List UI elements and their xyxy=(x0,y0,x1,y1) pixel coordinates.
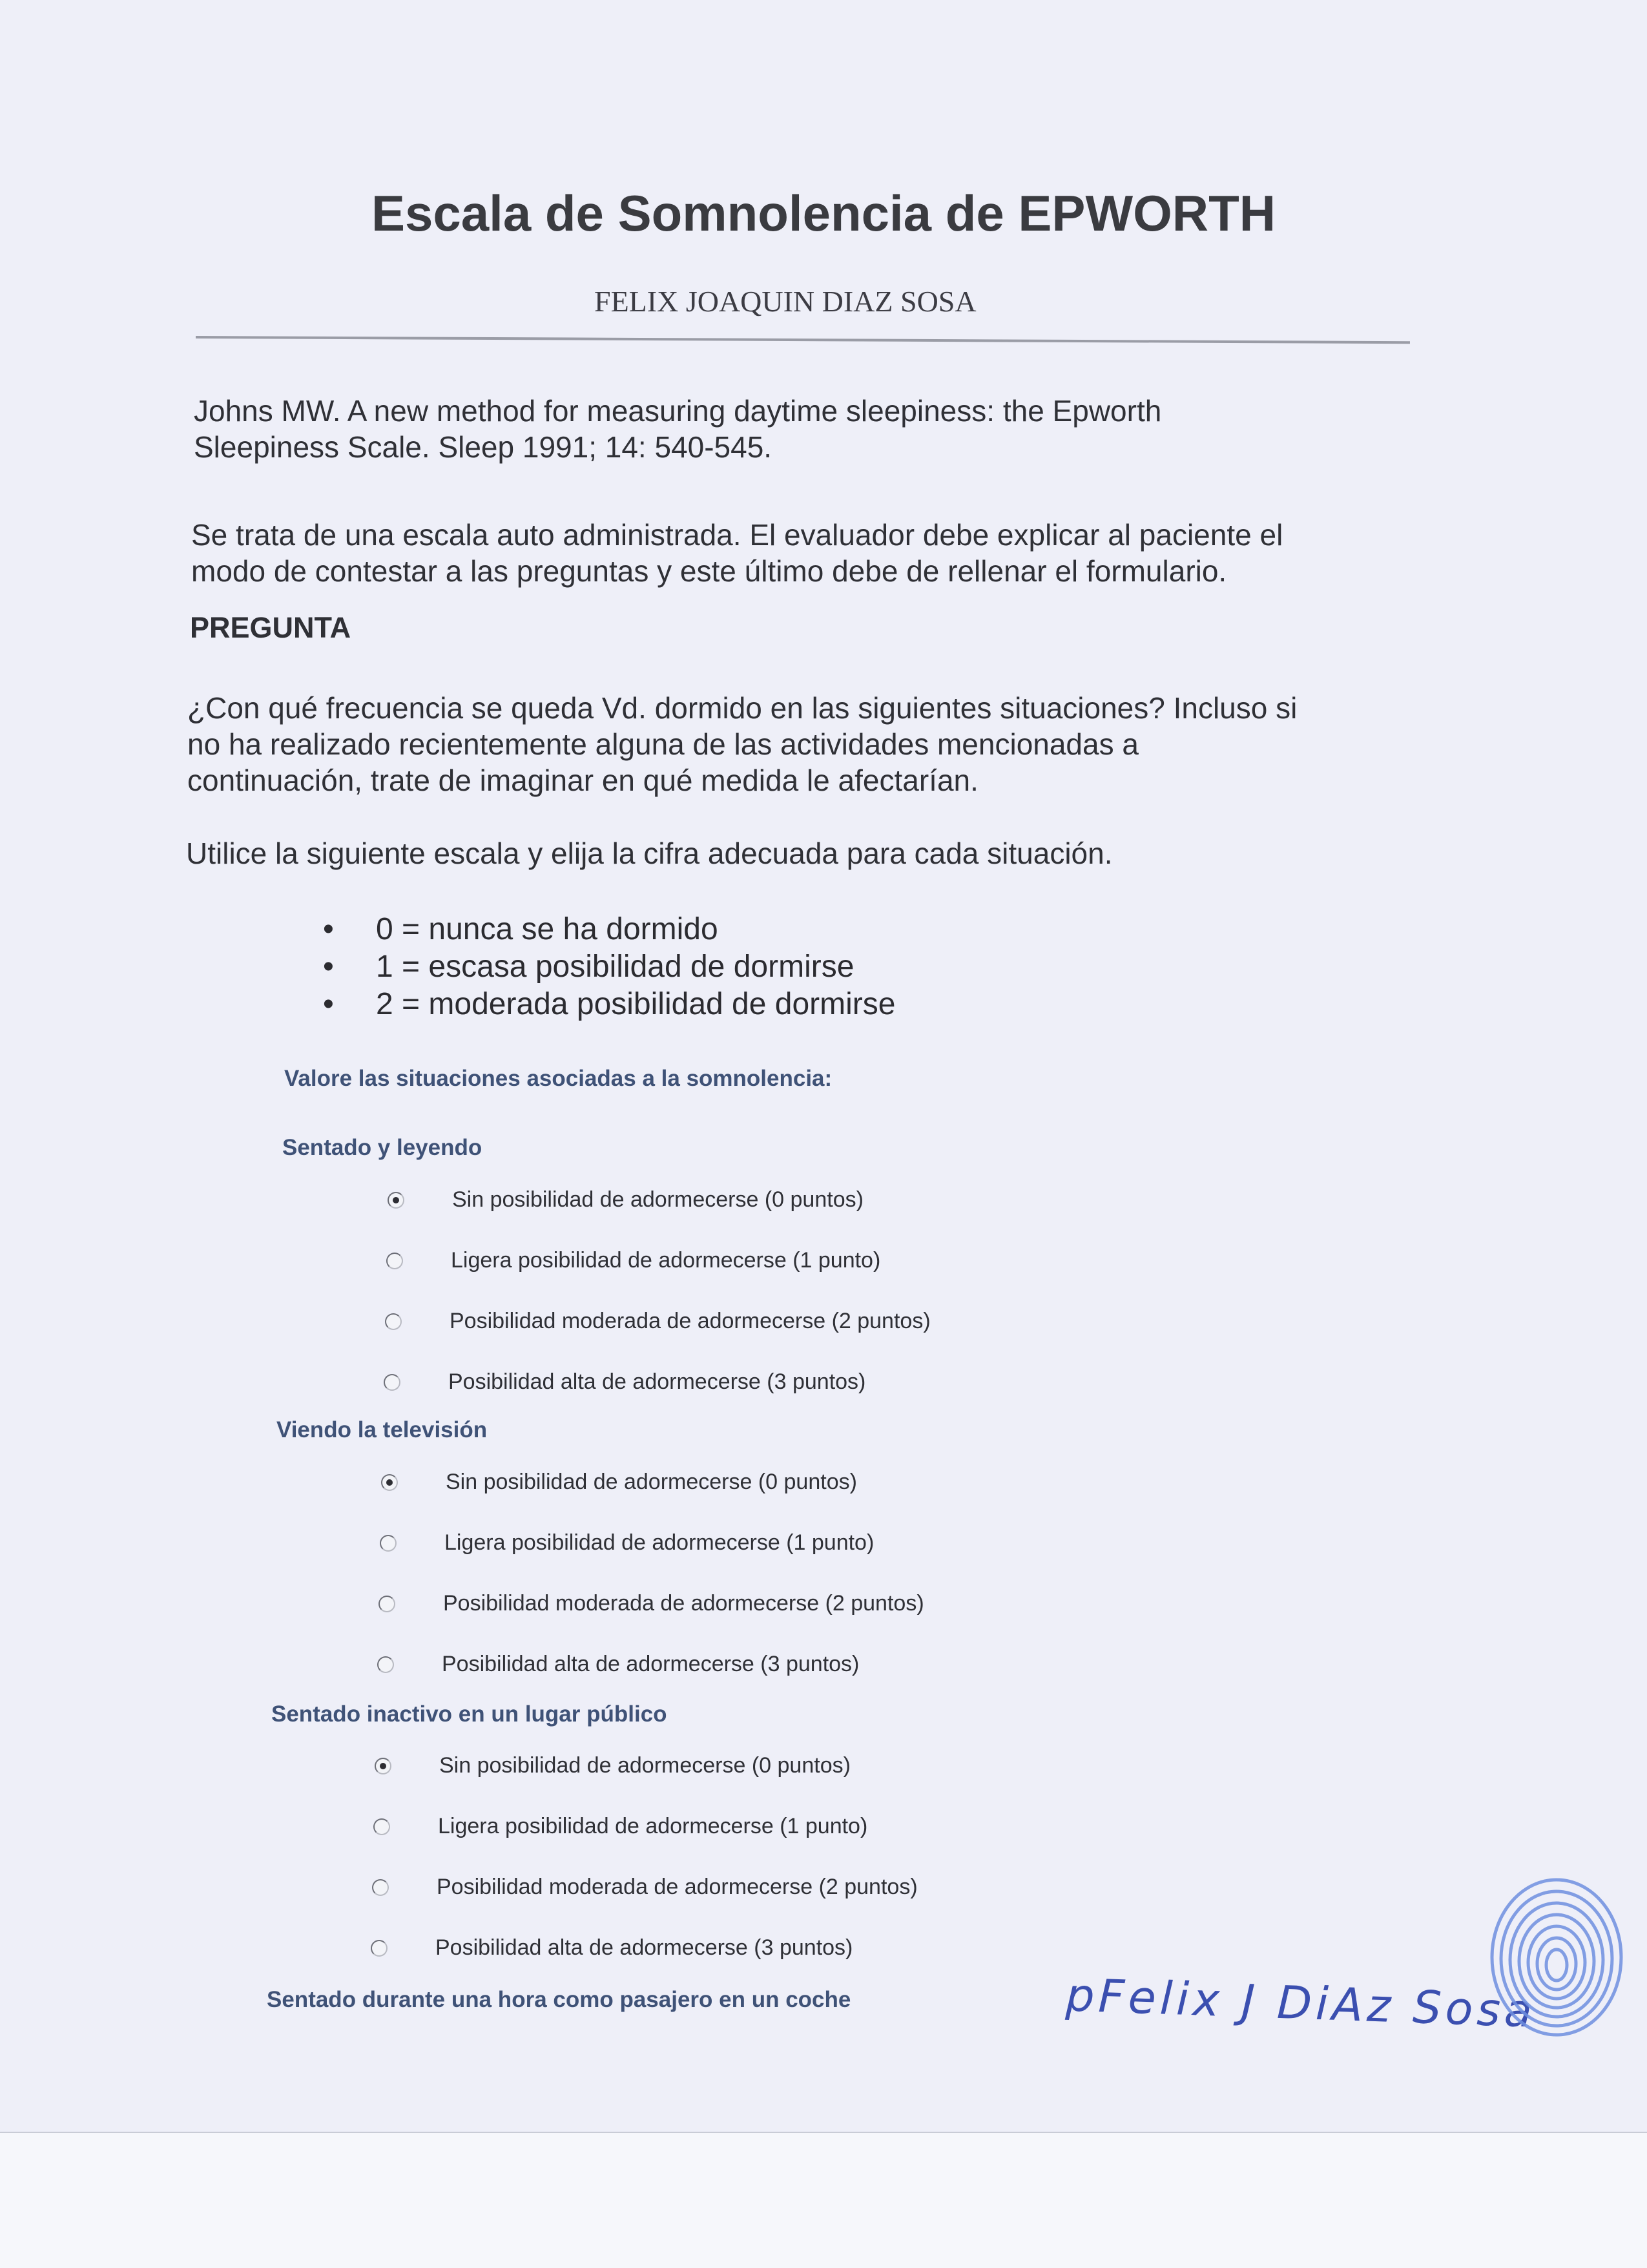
author-name: FELIX JOAQUIN DIAZ SOSA xyxy=(594,285,977,318)
instruction-text: Utilice la siguiente escala y elija la cifra adecuada para cada situación. xyxy=(186,837,1113,870)
option-label: Posibilidad moderada de adormecerse (2 puntos) xyxy=(437,1875,918,1899)
question-line: ¿Con qué frecuencia se queda Vd. dormido en las siguientes situaciones? Incluso si xyxy=(187,691,1298,725)
radio-button[interactable] xyxy=(381,1474,398,1491)
option-label: Sin posibilidad de adormecerse (0 puntos) xyxy=(452,1187,864,1212)
option-label: Posibilidad alta de adormecerse (3 puntos) xyxy=(448,1369,866,1394)
radio-button[interactable] xyxy=(377,1656,394,1673)
group-title-car-passenger: Sentado durante una hora como pasajero en un coche xyxy=(267,1987,851,2012)
scale-item xyxy=(323,911,895,948)
intro-line: modo de contestar a las preguntas y este último debe de rellenar el formulario. xyxy=(191,554,1227,588)
intro-line: Se trata de una escala auto administrada. El evaluador debe explicar al paciente el xyxy=(191,518,1283,552)
scale-item xyxy=(323,986,895,1023)
option-label: Posibilidad moderada de adormecerse (2 puntos) xyxy=(450,1309,931,1333)
option-label: Posibilidad alta de adormecerse (3 puntos) xyxy=(442,1652,860,1676)
radio-button[interactable] xyxy=(372,1879,389,1896)
option-label: Posibilidad moderada de adormecerse (2 puntos) xyxy=(443,1591,924,1616)
option-label: Ligera posibilidad de adormecerse (1 punto) xyxy=(438,1814,868,1838)
option-reading-2[interactable] xyxy=(385,1309,931,1334)
radio-button[interactable] xyxy=(375,1758,391,1774)
option-television-0[interactable] xyxy=(381,1470,857,1495)
option-label: Posibilidad alta de adormecerse (3 puntos) xyxy=(435,1935,853,1960)
scale-item-label: 0 = nunca se ha dormido xyxy=(376,912,718,946)
bullet: • xyxy=(323,950,334,984)
option-television-2[interactable] xyxy=(378,1591,924,1616)
citation-line: Johns MW. A new method for measuring daytime sleepiness: the Epworth xyxy=(194,394,1162,428)
fingerprint-icon xyxy=(1486,1873,1628,2041)
bullet: • xyxy=(323,912,334,946)
option-public-place-3[interactable] xyxy=(371,1935,853,1961)
radio-button[interactable] xyxy=(378,1596,395,1612)
option-public-place-0[interactable] xyxy=(375,1753,851,1778)
option-public-place-2[interactable] xyxy=(372,1875,918,1900)
scale-list xyxy=(323,911,895,1023)
scale-item-label: 1 = escasa posibilidad de dormirse xyxy=(376,950,855,984)
radio-button[interactable] xyxy=(384,1374,400,1391)
intro-paragraph xyxy=(191,517,1418,589)
radio-button[interactable] xyxy=(373,1818,390,1835)
option-label: Ligera posibilidad de adormecerse (1 punto) xyxy=(451,1248,881,1273)
question-line: continuación, trate de imaginar en qué medida le afectarían. xyxy=(187,764,979,797)
radio-button[interactable] xyxy=(388,1192,404,1209)
scanner-bed-strip xyxy=(0,2132,1647,2268)
option-television-3[interactable] xyxy=(377,1652,859,1677)
citation-line: Sleepiness Scale. Sleep 1991; 14: 540-545. xyxy=(194,430,772,464)
question-heading: PREGUNTA xyxy=(190,611,351,644)
option-label: Sin posibilidad de adormecerse (0 puntos) xyxy=(446,1470,857,1494)
bullet: • xyxy=(323,987,334,1021)
handwritten-signature: pFelix J DiAz Sosa xyxy=(1064,1968,1537,2038)
document-title: Escala de Somnolencia de EPWORTH xyxy=(371,185,1276,242)
option-public-place-1[interactable] xyxy=(373,1814,867,1839)
citation xyxy=(194,393,1421,465)
option-label: Ligera posibilidad de adormecerse (1 punto) xyxy=(444,1530,875,1555)
group-title-television: Viendo la televisión xyxy=(276,1417,488,1442)
option-reading-0[interactable] xyxy=(388,1187,864,1212)
group-title-public-place: Sentado inactivo en un lugar público xyxy=(271,1701,667,1727)
scale-item-label: 2 = moderada posibilidad de dormirse xyxy=(376,987,896,1021)
radio-button[interactable] xyxy=(385,1313,402,1330)
scale-item xyxy=(323,948,895,986)
question-line: no ha realizado recientemente alguna de las actividades mencionadas a xyxy=(187,727,1139,761)
option-reading-3[interactable] xyxy=(384,1369,865,1395)
question-paragraph xyxy=(187,690,1414,798)
radio-button[interactable] xyxy=(371,1940,388,1957)
option-television-1[interactable] xyxy=(380,1530,874,1555)
radio-button[interactable] xyxy=(380,1535,397,1552)
option-label: Sin posibilidad de adormecerse (0 puntos) xyxy=(439,1753,851,1778)
rating-section-heading: Valore las situaciones asociadas a la somnolencia: xyxy=(284,1066,833,1091)
option-reading-1[interactable] xyxy=(386,1248,880,1273)
radio-button[interactable] xyxy=(386,1253,403,1269)
group-title-reading: Sentado y leyendo xyxy=(282,1135,482,1160)
